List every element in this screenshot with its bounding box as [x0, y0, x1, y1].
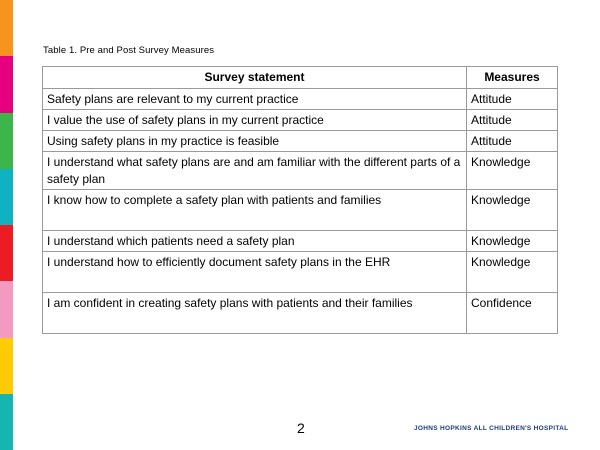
measure-cell: Attitude: [467, 131, 558, 152]
color-stripe-segment: [0, 113, 13, 169]
statement-cell: I understand what safety plans are and am familiar with the different parts of a safety plan: [43, 152, 467, 190]
table-row: [43, 89, 558, 110]
page-number: 2: [297, 420, 305, 436]
statement-cell: I am confident in creating safety plans with patients and their families: [43, 293, 467, 334]
color-stripe-sidebar: [0, 0, 13, 450]
table-row: [43, 110, 558, 131]
header-measures: Measures: [467, 67, 558, 89]
color-stripe-segment: [0, 281, 13, 337]
header-survey-statement: Survey statement: [43, 67, 467, 89]
statement-cell: I value the use of safety plans in my current practice: [43, 110, 467, 131]
color-stripe-segment: [0, 56, 13, 112]
measure-cell: Knowledge: [467, 231, 558, 252]
color-stripe-segment: [0, 394, 13, 450]
statement-cell: I understand how to efficiently document safety plans in the EHR: [43, 252, 467, 293]
table-row: [43, 190, 558, 231]
statement-cell: I understand which patients need a safety plan: [43, 231, 467, 252]
measure-cell: Knowledge: [467, 152, 558, 190]
statement-cell: Safety plans are relevant to my current practice: [43, 89, 467, 110]
table-row: [43, 293, 558, 334]
survey-measures-table: [42, 66, 558, 334]
color-stripe-segment: [0, 225, 13, 281]
table-header-row: [43, 67, 558, 89]
color-stripe-segment: [0, 169, 13, 225]
hospital-logo: JOHNS HOPKINS ALL CHILDREN'S HOSPITAL: [414, 425, 569, 432]
table-row: [43, 152, 558, 190]
color-stripe-segment: [0, 0, 13, 56]
table-row: [43, 131, 558, 152]
table-row: [43, 231, 558, 252]
statement-cell: I know how to complete a safety plan with patients and families: [43, 190, 467, 231]
statement-cell: Using safety plans in my practice is feasible: [43, 131, 467, 152]
measure-cell: Attitude: [467, 89, 558, 110]
measure-cell: Attitude: [467, 110, 558, 131]
table-row: [43, 252, 558, 293]
table-caption: Table 1. Pre and Post Survey Measures: [43, 45, 215, 56]
measure-cell: Confidence: [467, 293, 558, 334]
measure-cell: Knowledge: [467, 252, 558, 293]
color-stripe-segment: [0, 338, 13, 394]
measure-cell: Knowledge: [467, 190, 558, 231]
